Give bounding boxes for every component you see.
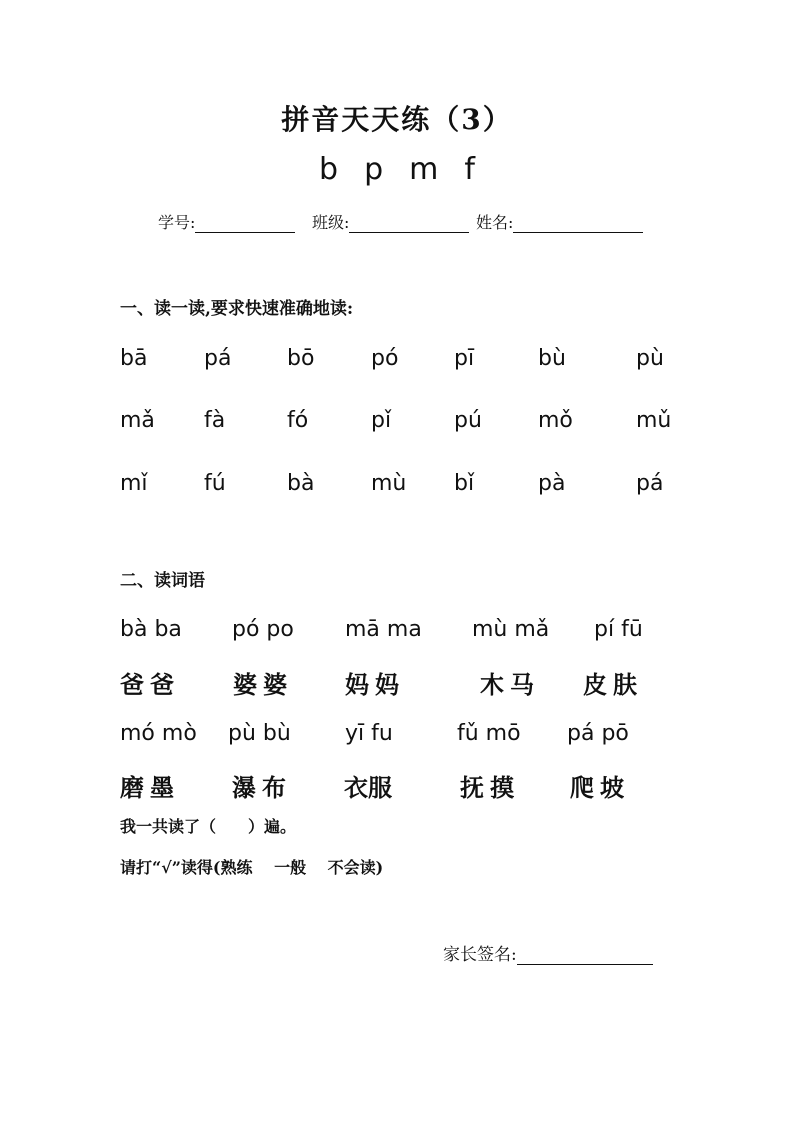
- student-id-label: 学号:: [158, 213, 196, 232]
- pinyin-syllable: bà: [287, 471, 315, 496]
- pinyin-syllable: pá: [204, 346, 232, 371]
- letter: p: [364, 152, 384, 187]
- student-id-blank[interactable]: [195, 216, 295, 233]
- letter-heading: [0, 152, 794, 187]
- section1-heading: 一、读一读,要求快速准确地读:: [120, 299, 354, 319]
- pinyin-syllable: fà: [204, 408, 226, 433]
- word-pinyin: pá pō: [567, 721, 629, 746]
- pinyin-syllable: bù: [538, 346, 566, 371]
- name-label: 姓名:: [476, 213, 514, 232]
- pinyin-syllable: bō: [287, 346, 315, 371]
- pinyin-syllable: pǐ: [371, 408, 392, 433]
- parent-signature-label: 家长签名:: [443, 945, 517, 965]
- parent-signature-blank[interactable]: [517, 947, 653, 965]
- word-pinyin: pó po: [232, 617, 294, 642]
- self-check-note: 请打“√”读得(熟练 一般 不会读): [120, 858, 384, 877]
- pinyin-syllable: pù: [636, 346, 664, 371]
- pinyin-syllable: pī: [454, 346, 475, 371]
- read-count-note: 我一共读了（ ）遍。: [120, 817, 297, 836]
- class-blank[interactable]: [349, 216, 469, 233]
- pinyin-syllable: pá: [636, 471, 664, 496]
- word-pinyin: yī fu: [345, 721, 393, 746]
- word-hanzi: 磨墨: [120, 773, 180, 802]
- word-hanzi: 衣服: [344, 773, 392, 802]
- name-field: [476, 210, 643, 233]
- word-hanzi: 瀑布: [232, 773, 292, 802]
- word-hanzi: 抚摸: [460, 773, 520, 802]
- word-hanzi: 皮肤: [583, 670, 643, 699]
- student-id-field: [158, 210, 295, 233]
- pinyin-syllable: bā: [120, 346, 148, 371]
- word-hanzi: 爸爸: [120, 670, 180, 699]
- pinyin-syllable: fú: [204, 471, 226, 496]
- pinyin-syllable: fó: [287, 408, 309, 433]
- pinyin-syllable: pú: [454, 408, 482, 433]
- pinyin-syllable: pó: [371, 346, 399, 371]
- pinyin-syllable: mǔ: [636, 408, 672, 433]
- class-field: [312, 210, 469, 233]
- pinyin-syllable: pà: [538, 471, 566, 496]
- pinyin-syllable: mǐ: [120, 471, 148, 496]
- parent-signature-field: [443, 940, 653, 965]
- word-pinyin: mù mǎ: [472, 617, 550, 642]
- letter: b: [319, 152, 339, 187]
- word-pinyin: fǔ mō: [457, 721, 521, 746]
- word-hanzi: 妈妈: [345, 670, 405, 699]
- word-pinyin: pí fū: [594, 617, 643, 642]
- class-label: 班级:: [312, 213, 350, 232]
- letter: m: [409, 152, 439, 187]
- word-pinyin: mó mò: [120, 721, 197, 746]
- page-title: 拼音天天练（3）: [281, 103, 513, 136]
- pinyin-syllable: mǎ: [120, 408, 155, 433]
- word-pinyin: pù bù: [228, 721, 291, 746]
- word-pinyin: bà ba: [120, 617, 182, 642]
- section2-heading: 二、读词语: [120, 571, 205, 591]
- pinyin-syllable: bǐ: [454, 471, 475, 496]
- word-hanzi: 婆婆: [233, 670, 293, 699]
- letter: f: [464, 152, 475, 187]
- word-pinyin: mā ma: [345, 617, 422, 642]
- pinyin-syllable: mù: [371, 471, 407, 496]
- pinyin-syllable: mǒ: [538, 408, 573, 433]
- name-blank[interactable]: [513, 216, 643, 233]
- word-hanzi: 木马: [480, 670, 540, 699]
- word-hanzi: 爬坡: [570, 773, 630, 802]
